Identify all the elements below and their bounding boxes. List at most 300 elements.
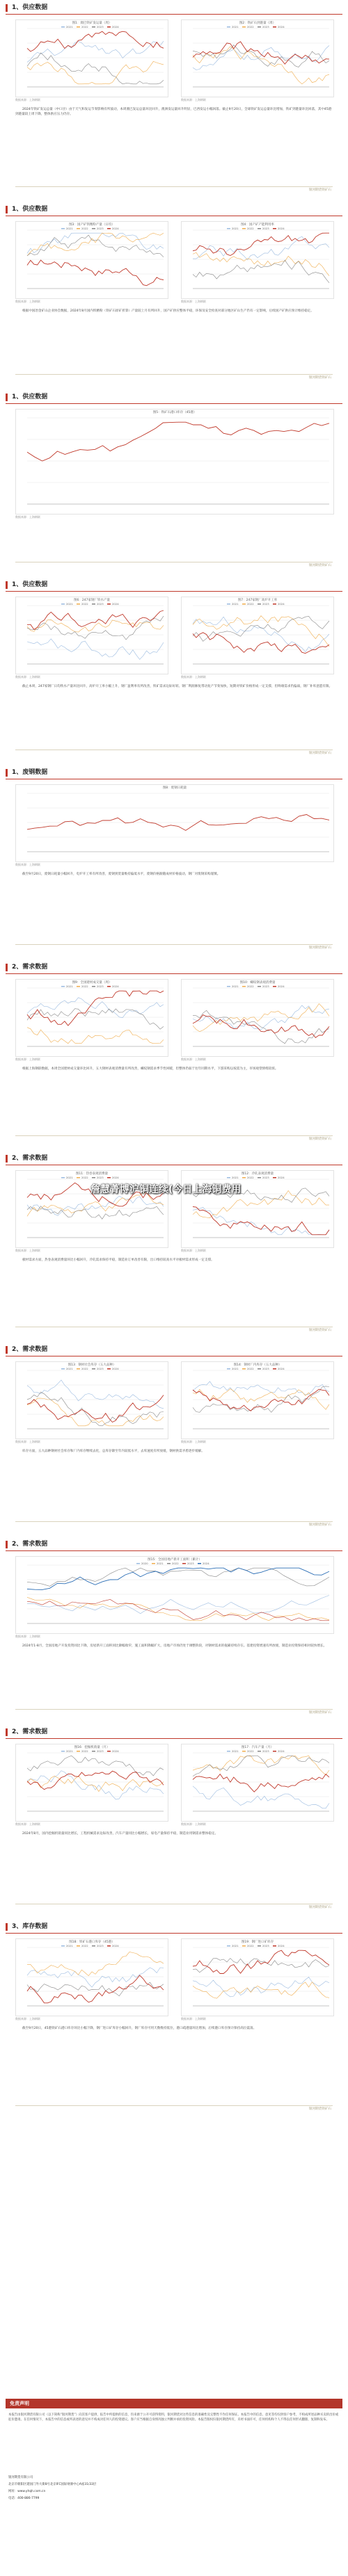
series-line [193, 617, 329, 651]
section-footer-rule [15, 374, 333, 375]
chart-panel [15, 19, 168, 97]
section-title: 1、供应数据 [6, 4, 47, 12]
chart-title: 图1：澳巴铁矿发运量（周） [72, 22, 112, 25]
series-line [193, 1959, 329, 1972]
series-line [193, 1774, 329, 1792]
section-footer-rule [15, 1135, 333, 1136]
section-paragraph: 库存方面，五大品种钢材社会库存和厂内库存继续去化，总库存降至年内较低水平，去库速度有所放缓，钢材供需矛盾逐步缓解。 [22, 1450, 205, 1453]
legend-swatch [227, 1368, 230, 1370]
section-footer-brand: 银河期货铁矿石 [308, 1523, 331, 1527]
legend-swatch [61, 1945, 65, 1947]
legend-swatch [61, 228, 65, 229]
chart-svg [182, 1939, 333, 2016]
legend-label: 2022 [81, 985, 88, 988]
chart-panel [181, 979, 334, 1057]
legend-swatch [77, 1945, 80, 1947]
legend-swatch [92, 1177, 95, 1178]
legend-swatch [107, 228, 111, 229]
legend-label: 2023 [262, 1367, 269, 1370]
legend-label: 2024 [278, 1944, 285, 1947]
section-paragraph: 截至9月20日，45港铁矿石港口库存环比小幅下降，钢厂进口矿库存小幅回升，钢厂库存可用天数维持低位，港口疏港量环比增加，后续港口库存预计保持高位震荡。 [22, 2027, 257, 2030]
legend-swatch [61, 1177, 65, 1178]
report-section [0, 765, 348, 953]
legend-label: 2024 [278, 227, 285, 230]
chart-svg [16, 1744, 168, 1821]
chart-title: 图3：国产矿铁精粉产量（日均） [69, 223, 115, 227]
chart-title: 图17：汽车产量（月） [241, 1746, 274, 1749]
legend-label: 2022 [81, 1367, 88, 1370]
section-footer-brand: 银河期货铁矿石 [308, 1329, 331, 1332]
chart-title: 图14：钢材厂内库存（五大品种） [233, 1363, 282, 1367]
legend-label: 2023 [262, 1944, 269, 1947]
chart-panel [15, 784, 334, 862]
chart-svg [182, 222, 333, 298]
contact-company: 银河期货有限公司 [8, 2476, 33, 2479]
chart-source: 数据来源：上海钢联 [15, 1635, 40, 1638]
chart-title: 图6：247家钢厂铁水产量 [74, 599, 110, 602]
section-footer-brand: 银河期货铁矿石 [308, 1137, 331, 1141]
legend-label: 2022 [81, 1944, 88, 1947]
series-line [27, 619, 164, 632]
legend-label: 2021 [232, 602, 239, 606]
legend-swatch [61, 1751, 65, 1752]
legend-label: 2021 [66, 985, 73, 988]
legend-swatch [227, 228, 230, 229]
legend-label: 2023 [262, 602, 269, 606]
chart-svg [16, 1557, 333, 1633]
chart-svg [182, 980, 333, 1056]
legend-swatch [258, 228, 261, 229]
legend-label: 2021 [66, 602, 73, 606]
legend-swatch [92, 228, 95, 229]
legend-label: 2023 [262, 985, 269, 988]
chart-title: 图16：挖掘机销量（月） [74, 1746, 110, 1749]
legend-label: 2023 [97, 1176, 104, 1179]
series-line [27, 61, 164, 83]
legend-swatch [61, 26, 65, 28]
chart-panel [15, 597, 168, 674]
disclaimer-text: 本报告由银河期货有限公司（以下简称“银河期货”）向其客户提供，报告中所提供的信息，均来源于公开可获得资料，银河期货对这些信息的准确性及完整性不作任何保证。本报告中的信息、意见等均仅供客户参考，不构成所述品种买卖的出价或征价邀请。在任何情况下，本报告中的信息或所表述的意见并不构成对任何人的投资建议。客户应当根据自身情况独立判断并承担投资风险。本报告版权归银河期货所有，未经书面许可，任何机构和个人不得以任何形式翻版、复制和发布。 [8, 2413, 339, 2422]
series-line [193, 233, 329, 255]
chart-panel [15, 409, 334, 515]
series-line [193, 1208, 329, 1235]
series-line [193, 633, 329, 654]
series-line [27, 422, 329, 461]
chart-svg [182, 597, 333, 674]
legend-label: 2024 [112, 227, 119, 230]
series-line [27, 233, 164, 256]
legend-label: 2022 [247, 602, 254, 606]
chart-title: 图5：铁矿石港口库存（45港） [152, 411, 197, 414]
series-line [27, 616, 164, 640]
legend-swatch [258, 604, 261, 605]
legend-label: 2021 [232, 227, 239, 230]
chart-title: 图19：钢厂进口矿库存 [241, 1941, 274, 1944]
section-title: 2、需求数据 [6, 1541, 47, 1548]
chart-panel [181, 1361, 334, 1439]
legend-swatch [182, 1563, 186, 1564]
chart-title: 图13：钢材社会库存（五大品种） [68, 1363, 116, 1367]
legend-swatch [61, 1368, 65, 1370]
legend-swatch [77, 604, 80, 605]
legend-label: 2021 [66, 25, 73, 29]
legend-swatch [242, 26, 246, 28]
legend-swatch [92, 604, 95, 605]
section-paragraph: 2024年1-8月，全国房地产开发投资同比下降，房屋新开工面积同比降幅收窄，施工面积降幅扩大，房地产市场仍处于调整阶段，对钢材需求的拖累持续存在。基建投资增速有所放缓，制造业投资保持相对较快增长。 [22, 1644, 327, 1648]
legend-swatch [227, 1751, 230, 1752]
series-line [27, 1596, 329, 1614]
series-line [27, 991, 164, 1026]
legend-swatch [77, 1177, 80, 1178]
series-line [27, 1982, 164, 1996]
report-section [0, 1342, 348, 1530]
section-rule [6, 403, 342, 404]
legend-label: 2021 [232, 1367, 239, 1370]
section-paragraph: 根据中国冶金矿山企业协会数据，2024年8月国内铁精粉（铁矿石原矿折算）产量较上月有所回升，国产矿供应整体平稳，环保及安全检查对部分地区矿山生产仍有一定影响，后续国产矿供应预计维持稳定。 [22, 309, 314, 313]
series-line [193, 260, 329, 283]
series-line [27, 1600, 329, 1621]
contact-website[interactable]: 网址：www.yhqh.com.cn [8, 2490, 46, 2493]
chart-panel [181, 19, 334, 97]
chart-title: 图8：废钢日耗量 [162, 786, 187, 790]
series-line [193, 1756, 329, 1776]
series-line [193, 236, 329, 260]
section-title: 1、废钢数据 [6, 769, 47, 777]
series-line [27, 1975, 164, 2003]
legend-label: 2022 [247, 1944, 254, 1947]
legend-swatch [92, 1751, 95, 1752]
chart-svg [16, 785, 333, 861]
legend-label: 2023 [262, 25, 269, 29]
legend-label: 2023 [262, 1749, 269, 1753]
legend-label: 2023 [262, 1176, 269, 1179]
chart-panel [15, 1556, 334, 1634]
series-line [27, 53, 164, 84]
legend-swatch [258, 1945, 261, 1947]
report-section [0, 1537, 348, 1717]
legend-label: 2024 [112, 25, 119, 29]
chart-source: 数据来源：上海钢联 [181, 1249, 206, 1252]
legend-label: 2023 [97, 25, 104, 29]
report-section [0, 0, 348, 195]
chart-source: 数据来源：上海钢联 [15, 1822, 40, 1826]
legend-swatch [107, 26, 111, 28]
section-footer-rule [15, 1709, 333, 1710]
section-title: 2、需求数据 [6, 964, 47, 971]
chart-svg [16, 597, 168, 674]
legend-swatch [258, 1177, 261, 1178]
report-section [0, 959, 348, 1144]
legend-label: 2024 [203, 1562, 209, 1565]
section-rule [6, 973, 342, 974]
chart-source: 数据来源：上海钢联 [181, 675, 206, 679]
chart-title: 图15：全国房地产新开工面积（累计） [148, 1558, 202, 1562]
legend-swatch [198, 1563, 201, 1564]
chart-source: 数据来源：上海钢联 [181, 1440, 206, 1443]
section-title: 1、供应数据 [6, 581, 47, 589]
series-line [27, 260, 164, 286]
legend-label: 2021 [232, 25, 239, 29]
legend-swatch [242, 1368, 246, 1370]
chart-panel [181, 1744, 334, 1822]
series-line [193, 616, 329, 647]
chart-svg [182, 1744, 333, 1821]
chart-source: 数据来源：上海钢联 [15, 1249, 40, 1252]
legend-swatch [273, 1945, 276, 1947]
chart-source: 数据来源：上海钢联 [15, 300, 40, 303]
report-section [0, 577, 348, 758]
section-footer-brand: 银河期货铁矿石 [308, 2107, 331, 2111]
legend-label: 2024 [112, 1176, 119, 1179]
chart-panel [181, 1938, 334, 2016]
series-line [27, 1009, 164, 1030]
legend-swatch [77, 26, 80, 28]
legend-swatch [167, 1563, 171, 1564]
series-line [193, 1786, 329, 1808]
legend-label: 2024 [112, 602, 119, 606]
chart-source: 数据来源：上海钢联 [181, 300, 206, 303]
legend-label: 2021 [66, 1176, 73, 1179]
section-footer-brand: 银河期货铁矿石 [308, 564, 331, 567]
legend-swatch [258, 1368, 261, 1370]
chart-panel [15, 1744, 168, 1822]
series-line [27, 998, 164, 1018]
series-line [193, 1010, 329, 1044]
chart-title: 图4：国产矿产能利用率 [241, 223, 274, 227]
chart-panel [15, 1938, 168, 2016]
chart-svg [16, 1939, 168, 2016]
series-line [27, 1968, 164, 1987]
legend-label: 2024 [112, 1944, 119, 1947]
series-line [193, 47, 329, 84]
legend-label: 2023 [97, 985, 104, 988]
section-title: 3、库存数据 [6, 1923, 47, 1931]
legend-label: 2024 [278, 1367, 285, 1370]
chart-title: 图7：247家钢厂高炉开工率 [237, 599, 278, 602]
series-line [193, 252, 329, 276]
chart-svg [16, 20, 168, 97]
section-rule [6, 1550, 342, 1551]
legend-swatch [61, 604, 65, 605]
legend-label: 2023 [262, 227, 269, 230]
legend-swatch [77, 986, 80, 987]
series-line [27, 1196, 164, 1215]
legend-label: 2021 [66, 1367, 73, 1370]
legend-swatch [107, 986, 111, 987]
chart-svg [16, 410, 333, 514]
series-line [27, 1398, 164, 1426]
series-line [27, 1568, 329, 1586]
chart-svg [16, 980, 168, 1056]
legend-swatch [77, 1368, 80, 1370]
legend-swatch [227, 986, 230, 987]
legend-swatch [242, 1945, 246, 1947]
section-footer-brand: 银河期货铁矿石 [308, 752, 331, 755]
series-line [193, 1005, 329, 1030]
legend-label: 2024 [112, 985, 119, 988]
chart-panel [15, 221, 168, 299]
section-title: 1、供应数据 [6, 394, 47, 401]
series-line [27, 41, 164, 62]
report-section [0, 202, 348, 382]
legend-label: 2023 [97, 1944, 104, 1947]
section-title: 2、需求数据 [6, 1155, 47, 1163]
legend-swatch [242, 604, 246, 605]
chart-source: 数据来源：上海钢联 [15, 2017, 40, 2020]
section-title: 1、供应数据 [6, 206, 47, 213]
legend-swatch [77, 1751, 80, 1752]
legend-swatch [227, 1177, 230, 1178]
series-line [27, 1952, 164, 1975]
legend-swatch [273, 1368, 276, 1370]
chart-title: 图9：全国建材成交量（周） [72, 981, 112, 985]
contact-address: 北京市朝阳区建国门外大街8号北京IFC国际财源中心A座31/33层 [8, 2483, 97, 2486]
series-line [193, 1982, 329, 1999]
chart-source: 数据来源：上海钢联 [15, 1440, 40, 1443]
legend-swatch [273, 1751, 276, 1752]
section-footer-rule [15, 944, 333, 945]
legend-label: 2022 [247, 25, 254, 29]
section-rule [6, 1738, 342, 1739]
section-rule [6, 591, 342, 592]
legend-label: 2024 [278, 985, 285, 988]
section-footer-brand: 银河期货铁矿石 [308, 1711, 331, 1715]
section-title: 2、需求数据 [6, 1728, 47, 1736]
series-line [193, 1207, 329, 1235]
legend-label: 2022 [247, 985, 254, 988]
legend-label: 2022 [247, 1176, 254, 1179]
legend-label: 2021 [232, 1749, 239, 1753]
chart-panel [181, 597, 334, 674]
series-line [27, 31, 164, 51]
legend-label: 2023 [97, 1367, 104, 1370]
legend-label: 2022 [247, 1749, 254, 1753]
legend-label: 2023 [97, 227, 104, 230]
legend-swatch [92, 986, 95, 987]
chart-panel [181, 221, 334, 299]
legend-swatch [227, 26, 230, 28]
section-paragraph: 根据上海钢联数据，本周全国建材成交量环比回升，五大钢材表观消费量有所改善，螺纹钢需求季节性回暖，但整体仍弱于往年同期水平，下游采购以按需为主，市场观望情绪较浓。 [22, 1067, 278, 1071]
legend-label: 2024 [112, 1367, 119, 1370]
legend-label: 2024 [278, 1749, 285, 1753]
series-line [27, 1028, 164, 1044]
chart-panel [15, 1361, 168, 1439]
legend-swatch [61, 986, 65, 987]
contact-phone: 电话：400-886-7799 [8, 2497, 40, 2500]
legend-swatch [273, 1177, 276, 1178]
chart-title: 图11：热卷表观消费量 [75, 1172, 109, 1176]
legend-swatch [107, 604, 111, 605]
legend-label: 2021 [157, 1562, 164, 1565]
report-section [0, 1151, 348, 1335]
legend-label: 2022 [81, 1749, 88, 1753]
overlay-banner: 詹慧菁博沪铜连续(今日上海铜费用 [90, 1184, 242, 1195]
legend-swatch [242, 986, 246, 987]
legend-swatch [242, 228, 246, 229]
legend-label: 2021 [232, 985, 239, 988]
legend-label: 2021 [232, 1176, 239, 1179]
legend-swatch [92, 1945, 95, 1947]
section-footer-rule [15, 2105, 333, 2106]
legend-label: 2022 [81, 1176, 88, 1179]
legend-swatch [258, 26, 261, 28]
chart-source: 数据来源：上海钢联 [181, 98, 206, 102]
legend-label: 2022 [172, 1562, 179, 1565]
legend-swatch [92, 1368, 95, 1370]
legend-swatch [107, 1368, 111, 1370]
legend-label: 2024 [278, 25, 285, 29]
chart-title: 图2：铁矿石到港量（周） [239, 22, 276, 25]
legend-swatch [152, 1563, 155, 1564]
chart-source: 数据来源：上海钢联 [181, 1822, 206, 1826]
legend-label: 2024 [278, 602, 285, 606]
series-line [27, 639, 164, 660]
legend-swatch [107, 1177, 111, 1178]
legend-label: 2021 [66, 227, 73, 230]
legend-label: 2024 [278, 1176, 285, 1179]
legend-label: 2022 [247, 227, 254, 230]
legend-swatch [227, 1945, 230, 1947]
section-footer-brand: 银河期货铁矿石 [308, 1906, 331, 1909]
legend-label: 2021 [66, 1749, 73, 1753]
section-paragraph: 2024年8月，国内挖掘机销量同比增长，工程机械需求边际改善，汽车产量同比小幅增长，家电产量保持平稳，制造业用钢需求整体稳定。 [22, 1832, 219, 1836]
section-paragraph: 板材需求方面，热卷表观消费量环比小幅回升，冷轧需求保持平稳，制造业订单改善有限，出口维持较高水平对板材需求形成一定支撑。 [22, 1258, 214, 1262]
chart-svg [16, 222, 168, 298]
chart-source: 数据来源：上海钢联 [15, 1058, 40, 1061]
section-paragraph: 2024年铁矿发运总量（中口径）由于天气和发运节奏影响有所波动，本周澳巴发运总量环比回升，澳洲发运量回升明显，巴西发运小幅回落。截止9月20日，全球铁矿发运总量环比增加，铁矿到港量环比回落，其中45港到港量较上周下降，整体供应压力仍存。 [15, 108, 332, 116]
section-footer-rule [15, 1521, 333, 1522]
chart-svg [16, 1362, 168, 1439]
legend-swatch [258, 986, 261, 987]
legend-label: 2020 [141, 1562, 148, 1565]
legend-swatch [242, 1751, 246, 1752]
report-section [0, 389, 348, 570]
legend-label: 2024 [112, 1749, 119, 1753]
legend-label: 2023 [97, 1749, 104, 1753]
legend-swatch [136, 1563, 140, 1564]
section-paragraph: 截至9月20日，废钢日耗量小幅回升，电炉开工率有所改善，废钢到货量维持偏低水平，废钢价格跟随成材价格波动，钢厂对废钢采购谨慎。 [22, 873, 221, 876]
report-section [0, 1919, 348, 2114]
legend-swatch [242, 1177, 246, 1178]
section-paragraph: 截止本周，247家钢厂日均铁水产量环比回升，高炉开工率小幅上升，钢厂盈利率有所改善，铁矿需求边际好转。钢厂利润修复带动复产节奏加快，短期对铁矿价格形成一定支撑，但终端需求仍偏弱，钢厂补库意愿有限。 [22, 685, 333, 688]
chart-source: 数据来源：上海钢联 [15, 98, 40, 102]
chart-source: 数据来源：上海钢联 [15, 515, 40, 519]
legend-label: 2021 [232, 1944, 239, 1947]
legend-label: 2022 [247, 1367, 254, 1370]
chart-title: 图18：铁矿石港口库存（45港） [69, 1941, 115, 1944]
chart-panel [15, 979, 168, 1057]
legend-label: 2022 [81, 602, 88, 606]
chart-title: 图12：冷轧表观消费量 [241, 1172, 274, 1176]
section-footer-rule [15, 186, 333, 187]
section-rule [6, 14, 342, 15]
legend-label: 2023 [187, 1562, 194, 1565]
chart-svg [182, 1362, 333, 1439]
series-line [27, 1380, 164, 1409]
section-footer-brand: 银河期货铁矿石 [308, 376, 331, 380]
legend-label: 2023 [97, 602, 104, 606]
series-line [193, 1386, 329, 1412]
legend-swatch [273, 604, 276, 605]
legend-swatch [107, 1751, 111, 1752]
legend-swatch [273, 986, 276, 987]
section-rule [6, 1933, 342, 1934]
legend-swatch [107, 1945, 111, 1947]
legend-swatch [92, 26, 95, 28]
section-footer-brand: 银河期货铁矿石 [308, 946, 331, 950]
chart-source: 数据来源：上海钢联 [181, 2017, 206, 2020]
chart-source: 数据来源：上海钢联 [15, 863, 40, 866]
